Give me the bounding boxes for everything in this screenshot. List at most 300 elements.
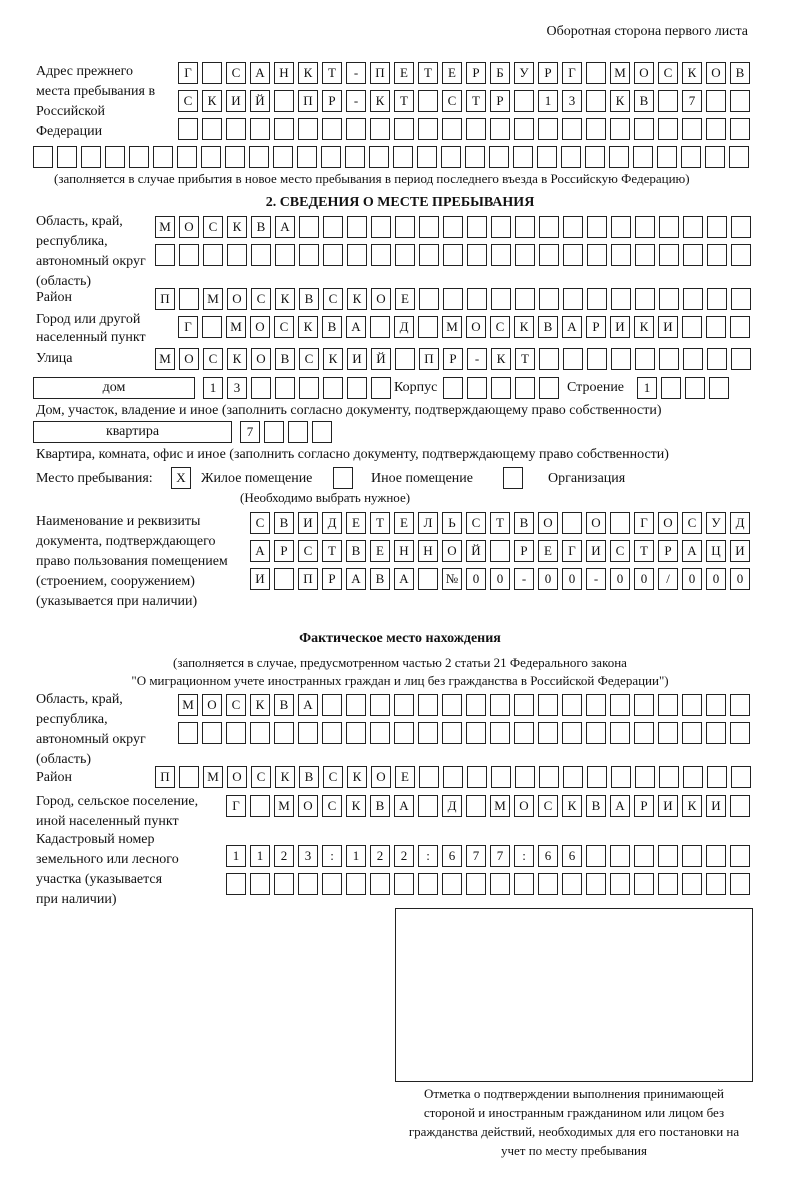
prev-address-cell[interactable] [561, 146, 581, 168]
actual-city-cell[interactable]: С [322, 795, 342, 817]
cadastre-cell[interactable]: 7 [490, 845, 510, 867]
prev-address-cell[interactable]: В [634, 90, 654, 112]
cadastre-cell[interactable] [562, 873, 582, 895]
cadastre-cell[interactable] [730, 873, 750, 895]
actual-city-cell[interactable]: Р [634, 795, 654, 817]
cadastre-cell[interactable] [658, 873, 678, 895]
cadastre-cell[interactable] [274, 873, 294, 895]
korpus-cell[interactable] [443, 377, 463, 399]
region-cell[interactable] [299, 216, 319, 238]
region-cell[interactable] [275, 244, 295, 266]
apartment-cell[interactable] [288, 421, 308, 443]
street-cell[interactable] [683, 348, 703, 370]
city-cell[interactable]: А [346, 316, 366, 338]
region-cell[interactable]: О [179, 216, 199, 238]
actual-district-cell[interactable] [611, 766, 631, 788]
doc-cell[interactable]: Ь [442, 512, 462, 534]
district-cell[interactable]: Е [395, 288, 415, 310]
street-cell[interactable] [539, 348, 559, 370]
actual-region-cell[interactable] [490, 722, 510, 744]
cadastre-cell[interactable]: 1 [346, 845, 366, 867]
prev-address-cell[interactable]: Е [442, 62, 462, 84]
street-cell[interactable] [635, 348, 655, 370]
prev-address-cell[interactable] [57, 146, 77, 168]
doc-cell[interactable] [274, 568, 294, 590]
city-cell[interactable]: К [298, 316, 318, 338]
prev-address-cell[interactable]: С [226, 62, 246, 84]
district-cell[interactable] [611, 288, 631, 310]
street-cell[interactable]: О [179, 348, 199, 370]
actual-region-cell[interactable] [634, 722, 654, 744]
district-cell[interactable]: С [251, 288, 271, 310]
actual-region-cell[interactable] [370, 694, 390, 716]
prev-address-cell[interactable]: С [442, 90, 462, 112]
region-cell[interactable] [251, 244, 271, 266]
region-cell[interactable] [395, 216, 415, 238]
prev-address-cell[interactable]: Н [274, 62, 294, 84]
cadastre-cell[interactable]: 6 [538, 845, 558, 867]
region-cell[interactable] [419, 244, 439, 266]
doc-cell[interactable]: В [514, 512, 534, 534]
actual-city-cell[interactable]: М [490, 795, 510, 817]
actual-city-cell[interactable]: М [274, 795, 294, 817]
prev-address-cell[interactable]: В [730, 62, 750, 84]
prev-address-cell[interactable] [657, 146, 677, 168]
doc-cell[interactable]: Р [658, 540, 678, 562]
city-cell[interactable]: Г [178, 316, 198, 338]
city-cell[interactable] [706, 316, 726, 338]
region-cell[interactable] [443, 216, 463, 238]
prev-address-cell[interactable] [201, 146, 221, 168]
building-cell[interactable] [685, 377, 705, 399]
city-cell[interactable]: И [610, 316, 630, 338]
doc-cell[interactable]: Р [514, 540, 534, 562]
actual-district-cell[interactable] [467, 766, 487, 788]
district-cell[interactable] [587, 288, 607, 310]
actual-region-cell[interactable] [442, 694, 462, 716]
street-cell[interactable]: П [419, 348, 439, 370]
house-cell[interactable] [371, 377, 391, 399]
prev-address-cell[interactable] [658, 118, 678, 140]
actual-region-cell[interactable] [274, 722, 294, 744]
actual-region-cell[interactable] [394, 694, 414, 716]
actual-region-cell[interactable] [682, 722, 702, 744]
actual-city-cell[interactable]: С [538, 795, 558, 817]
district-cell[interactable]: М [203, 288, 223, 310]
actual-district-cell[interactable] [491, 766, 511, 788]
prev-address-cell[interactable]: П [298, 90, 318, 112]
city-cell[interactable]: К [514, 316, 534, 338]
city-cell[interactable] [730, 316, 750, 338]
actual-region-cell[interactable] [418, 722, 438, 744]
cadastre-cell[interactable] [418, 873, 438, 895]
korpus-cell[interactable] [539, 377, 559, 399]
actual-city-cell[interactable]: Г [226, 795, 246, 817]
prev-address-cell[interactable]: К [202, 90, 222, 112]
region-cell[interactable] [491, 216, 511, 238]
prev-address-cell[interactable]: Р [538, 62, 558, 84]
cadastre-cell[interactable]: 2 [274, 845, 294, 867]
actual-district-cell[interactable]: П [155, 766, 175, 788]
prev-address-cell[interactable]: П [370, 62, 390, 84]
cadastre-cell[interactable]: 6 [442, 845, 462, 867]
prev-address-cell[interactable] [658, 90, 678, 112]
region-cell[interactable] [611, 216, 631, 238]
cadastre-cell[interactable]: : [418, 845, 438, 867]
prev-address-cell[interactable] [226, 118, 246, 140]
prev-address-cell[interactable] [369, 146, 389, 168]
actual-district-cell[interactable]: В [299, 766, 319, 788]
doc-cell[interactable]: 0 [490, 568, 510, 590]
cadastre-cell[interactable] [346, 873, 366, 895]
prev-address-cell[interactable]: Г [178, 62, 198, 84]
city-cell[interactable] [682, 316, 702, 338]
doc-cell[interactable]: А [394, 568, 414, 590]
actual-city-cell[interactable]: К [346, 795, 366, 817]
actual-region-cell[interactable] [658, 694, 678, 716]
doc-cell[interactable]: Ц [706, 540, 726, 562]
doc-cell[interactable]: № [442, 568, 462, 590]
district-cell[interactable]: С [323, 288, 343, 310]
actual-region-cell[interactable] [418, 694, 438, 716]
prev-address-cell[interactable]: К [298, 62, 318, 84]
prev-address-cell[interactable]: Р [322, 90, 342, 112]
actual-region-cell[interactable] [682, 694, 702, 716]
prev-address-cell[interactable] [706, 118, 726, 140]
prev-address-cell[interactable]: У [514, 62, 534, 84]
actual-district-cell[interactable] [707, 766, 727, 788]
house-cell[interactable]: 3 [227, 377, 247, 399]
actual-city-cell[interactable]: О [514, 795, 534, 817]
cadastre-cell[interactable]: : [514, 845, 534, 867]
doc-cell[interactable]: И [586, 540, 606, 562]
actual-region-cell[interactable] [562, 722, 582, 744]
street-cell[interactable]: В [275, 348, 295, 370]
prev-address-cell[interactable]: Т [466, 90, 486, 112]
stay-option-organization-checkbox[interactable] [503, 467, 523, 489]
district-cell[interactable] [179, 288, 199, 310]
prev-address-cell[interactable] [514, 118, 534, 140]
prev-address-cell[interactable] [514, 90, 534, 112]
region-cell[interactable] [563, 244, 583, 266]
street-cell[interactable] [395, 348, 415, 370]
cadastre-cell[interactable]: 3 [298, 845, 318, 867]
prev-address-cell[interactable] [730, 118, 750, 140]
doc-cell[interactable]: 0 [634, 568, 654, 590]
street-cell[interactable] [659, 348, 679, 370]
doc-cell[interactable]: Г [562, 540, 582, 562]
doc-cell[interactable] [562, 512, 582, 534]
doc-cell[interactable]: В [370, 568, 390, 590]
actual-district-cell[interactable] [635, 766, 655, 788]
cadastre-cell[interactable]: 1 [226, 845, 246, 867]
prev-address-cell[interactable]: 7 [682, 90, 702, 112]
district-cell[interactable]: О [371, 288, 391, 310]
actual-region-cell[interactable] [466, 722, 486, 744]
region-cell[interactable] [371, 244, 391, 266]
doc-cell[interactable]: Г [634, 512, 654, 534]
doc-cell[interactable]: Л [418, 512, 438, 534]
actual-region-cell[interactable] [226, 722, 246, 744]
prev-address-cell[interactable] [393, 146, 413, 168]
cadastre-cell[interactable] [250, 873, 270, 895]
city-cell[interactable] [202, 316, 222, 338]
actual-city-cell[interactable] [250, 795, 270, 817]
prev-address-cell[interactable] [705, 146, 725, 168]
doc-cell[interactable]: - [514, 568, 534, 590]
prev-address-cell[interactable]: А [250, 62, 270, 84]
doc-cell[interactable]: Д [322, 512, 342, 534]
house-cell[interactable]: 1 [203, 377, 223, 399]
doc-cell[interactable]: О [658, 512, 678, 534]
prev-address-cell[interactable] [513, 146, 533, 168]
region-cell[interactable] [707, 216, 727, 238]
prev-address-cell[interactable] [370, 118, 390, 140]
prev-address-cell[interactable] [466, 118, 486, 140]
prev-address-cell[interactable]: С [658, 62, 678, 84]
prev-address-cell[interactable] [250, 118, 270, 140]
cadastre-cell[interactable] [706, 873, 726, 895]
actual-district-cell[interactable] [539, 766, 559, 788]
region-cell[interactable] [227, 244, 247, 266]
prev-address-cell[interactable]: О [706, 62, 726, 84]
region-cell[interactable] [635, 216, 655, 238]
prev-address-cell[interactable] [225, 146, 245, 168]
district-cell[interactable] [683, 288, 703, 310]
region-cell[interactable] [731, 244, 751, 266]
prev-address-cell[interactable] [177, 146, 197, 168]
region-cell[interactable] [155, 244, 175, 266]
doc-cell[interactable]: С [610, 540, 630, 562]
region-cell[interactable] [323, 216, 343, 238]
doc-cell[interactable]: 0 [466, 568, 486, 590]
doc-cell[interactable]: И [298, 512, 318, 534]
actual-region-cell[interactable] [370, 722, 390, 744]
doc-cell[interactable]: Й [466, 540, 486, 562]
stay-option-other-checkbox[interactable] [333, 467, 353, 489]
actual-district-cell[interactable]: Е [395, 766, 415, 788]
actual-region-cell[interactable] [538, 722, 558, 744]
actual-region-cell[interactable] [322, 722, 342, 744]
region-cell[interactable] [467, 216, 487, 238]
cadastre-cell[interactable] [490, 873, 510, 895]
actual-region-cell[interactable] [490, 694, 510, 716]
actual-region-cell[interactable] [178, 722, 198, 744]
region-cell[interactable] [419, 216, 439, 238]
cadastre-cell[interactable] [610, 873, 630, 895]
cadastre-cell[interactable] [370, 873, 390, 895]
city-cell[interactable]: А [562, 316, 582, 338]
prev-address-cell[interactable]: И [226, 90, 246, 112]
prev-address-cell[interactable]: Б [490, 62, 510, 84]
prev-address-cell[interactable] [273, 146, 293, 168]
region-cell[interactable]: В [251, 216, 271, 238]
city-cell[interactable]: И [658, 316, 678, 338]
region-cell[interactable] [491, 244, 511, 266]
actual-district-cell[interactable]: С [251, 766, 271, 788]
actual-district-cell[interactable] [731, 766, 751, 788]
actual-region-cell[interactable]: К [250, 694, 270, 716]
doc-cell[interactable]: Е [538, 540, 558, 562]
cadastre-cell[interactable]: : [322, 845, 342, 867]
doc-cell[interactable]: Н [418, 540, 438, 562]
actual-region-cell[interactable] [466, 694, 486, 716]
prev-address-cell[interactable] [418, 118, 438, 140]
cadastre-cell[interactable] [730, 845, 750, 867]
actual-district-cell[interactable] [443, 766, 463, 788]
doc-cell[interactable]: У [706, 512, 726, 534]
cadastre-cell[interactable] [322, 873, 342, 895]
region-cell[interactable] [347, 244, 367, 266]
prev-address-cell[interactable]: К [682, 62, 702, 84]
prev-address-cell[interactable]: - [346, 62, 366, 84]
actual-region-cell[interactable]: В [274, 694, 294, 716]
doc-cell[interactable] [418, 568, 438, 590]
prev-address-cell[interactable] [538, 118, 558, 140]
apartment-cell[interactable] [264, 421, 284, 443]
actual-region-cell[interactable] [394, 722, 414, 744]
doc-cell[interactable]: А [250, 540, 270, 562]
prev-address-cell[interactable] [322, 118, 342, 140]
region-cell[interactable] [539, 216, 559, 238]
city-cell[interactable]: С [274, 316, 294, 338]
region-cell[interactable] [347, 216, 367, 238]
district-cell[interactable]: К [275, 288, 295, 310]
prev-address-cell[interactable] [417, 146, 437, 168]
apartment-cell[interactable] [312, 421, 332, 443]
region-cell[interactable] [371, 216, 391, 238]
prev-address-cell[interactable] [345, 146, 365, 168]
cadastre-cell[interactable] [634, 845, 654, 867]
building-cell[interactable] [709, 377, 729, 399]
actual-district-cell[interactable] [419, 766, 439, 788]
cadastre-cell[interactable] [226, 873, 246, 895]
district-cell[interactable] [443, 288, 463, 310]
prev-address-cell[interactable] [394, 118, 414, 140]
prev-address-cell[interactable] [537, 146, 557, 168]
doc-cell[interactable]: 0 [610, 568, 630, 590]
prev-address-cell[interactable] [489, 146, 509, 168]
actual-region-cell[interactable] [634, 694, 654, 716]
district-cell[interactable] [563, 288, 583, 310]
region-cell[interactable] [395, 244, 415, 266]
house-cell[interactable] [251, 377, 271, 399]
doc-cell[interactable]: В [274, 512, 294, 534]
cadastre-cell[interactable] [298, 873, 318, 895]
actual-region-cell[interactable] [346, 722, 366, 744]
district-cell[interactable] [731, 288, 751, 310]
street-cell[interactable] [611, 348, 631, 370]
district-cell[interactable] [539, 288, 559, 310]
cadastre-cell[interactable]: 6 [562, 845, 582, 867]
prev-address-cell[interactable] [81, 146, 101, 168]
cadastre-cell[interactable]: 1 [250, 845, 270, 867]
city-cell[interactable]: О [466, 316, 486, 338]
apt-type-field[interactable]: квартира [33, 421, 232, 443]
prev-address-cell[interactable]: Р [490, 90, 510, 112]
prev-address-cell[interactable]: 3 [562, 90, 582, 112]
prev-address-cell[interactable] [418, 90, 438, 112]
actual-region-cell[interactable]: А [298, 694, 318, 716]
region-cell[interactable] [731, 216, 751, 238]
actual-region-cell[interactable] [442, 722, 462, 744]
prev-address-cell[interactable]: Р [466, 62, 486, 84]
city-cell[interactable]: Д [394, 316, 414, 338]
actual-region-cell[interactable] [586, 694, 606, 716]
building-cell[interactable]: 1 [637, 377, 657, 399]
prev-address-cell[interactable] [730, 90, 750, 112]
actual-region-cell[interactable]: С [226, 694, 246, 716]
doc-cell[interactable]: Н [394, 540, 414, 562]
doc-cell[interactable]: Т [634, 540, 654, 562]
doc-cell[interactable]: А [682, 540, 702, 562]
actual-region-cell[interactable] [514, 694, 534, 716]
actual-city-cell[interactable]: А [394, 795, 414, 817]
district-cell[interactable] [467, 288, 487, 310]
actual-region-cell[interactable] [586, 722, 606, 744]
actual-district-cell[interactable]: М [203, 766, 223, 788]
region-cell[interactable] [611, 244, 631, 266]
cadastre-cell[interactable] [538, 873, 558, 895]
actual-region-cell[interactable] [562, 694, 582, 716]
district-cell[interactable] [419, 288, 439, 310]
actual-region-cell[interactable] [298, 722, 318, 744]
street-cell[interactable]: Й [371, 348, 391, 370]
district-cell[interactable]: О [227, 288, 247, 310]
doc-cell[interactable]: 0 [706, 568, 726, 590]
street-cell[interactable] [707, 348, 727, 370]
doc-cell[interactable]: Д [730, 512, 750, 534]
prev-address-cell[interactable]: С [178, 90, 198, 112]
doc-cell[interactable]: 0 [730, 568, 750, 590]
region-cell[interactable] [179, 244, 199, 266]
cadastre-cell[interactable] [706, 845, 726, 867]
prev-address-cell[interactable]: - [346, 90, 366, 112]
actual-district-cell[interactable]: К [347, 766, 367, 788]
region-cell[interactable] [635, 244, 655, 266]
prev-address-cell[interactable] [706, 90, 726, 112]
doc-cell[interactable]: С [682, 512, 702, 534]
street-cell[interactable]: К [491, 348, 511, 370]
prev-address-cell[interactable] [729, 146, 749, 168]
doc-cell[interactable] [610, 512, 630, 534]
actual-region-cell[interactable] [514, 722, 534, 744]
prev-address-cell[interactable] [129, 146, 149, 168]
actual-region-cell[interactable] [346, 694, 366, 716]
region-cell[interactable] [443, 244, 463, 266]
cadastre-cell[interactable]: 2 [370, 845, 390, 867]
doc-cell[interactable]: О [538, 512, 558, 534]
region-cell[interactable] [587, 216, 607, 238]
korpus-cell[interactable] [491, 377, 511, 399]
street-cell[interactable]: Р [443, 348, 463, 370]
doc-cell[interactable] [490, 540, 510, 562]
actual-district-cell[interactable]: О [227, 766, 247, 788]
doc-cell[interactable]: Т [370, 512, 390, 534]
cadastre-cell[interactable] [442, 873, 462, 895]
city-cell[interactable]: М [226, 316, 246, 338]
prev-address-cell[interactable] [105, 146, 125, 168]
region-cell[interactable] [683, 244, 703, 266]
street-cell[interactable]: - [467, 348, 487, 370]
doc-cell[interactable]: Т [322, 540, 342, 562]
district-cell[interactable] [491, 288, 511, 310]
prev-address-cell[interactable] [346, 118, 366, 140]
doc-cell[interactable]: С [250, 512, 270, 534]
cadastre-cell[interactable] [466, 873, 486, 895]
region-cell[interactable] [587, 244, 607, 266]
prev-address-cell[interactable] [33, 146, 53, 168]
